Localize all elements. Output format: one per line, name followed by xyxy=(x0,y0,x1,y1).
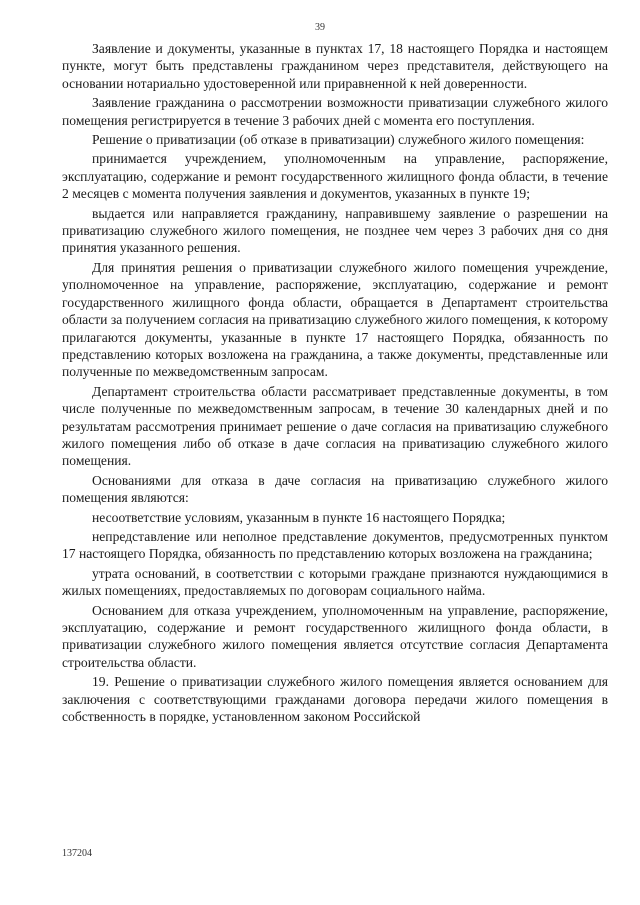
paragraph-13: 19. Решение о приватизации служебного жилого помещения является основанием для заключения с соответствующими гражданами договора передачи жилого помещения в собственность в порядке, установленном законом Российской xyxy=(62,674,608,725)
paragraph-1: Заявление и документы, указанные в пунктах 17, 18 настоящего Порядка и настоящем пункте, могут быть представлены гражданином через представителя, действующего на основании нотариально удостоверенной или приравненной к ней доверенности. xyxy=(62,41,608,91)
paragraph-11: утрата оснований, в соответствии с которыми граждане признаются нуждающимися в жилых помещениях, предоставляемых по договорам социального найма. xyxy=(62,565,608,599)
page-number: 39 xyxy=(315,22,325,33)
paragraph-12: Основанием для отказа учреждением, уполномоченным на управление, распоряжение, эксплуатацию, содержание и ремонт государственного жилищного фонда области, в приватизации служебного жилого помещения является отсутствие согласия Департамента строительства области. xyxy=(62,602,608,670)
document-body xyxy=(62,40,608,727)
paragraph-9: несоответствие условиям, указанным в пункте 16 настоящего Порядка; xyxy=(92,509,506,525)
paragraph-5: выдается или направляется гражданину, направившему заявление о разрешении на приватизацию служебного жилого помещения, не позднее чем через 3 рабочих дня со дня принятия указанного решения. xyxy=(62,205,608,256)
footer-code: 137204 xyxy=(62,848,92,859)
paragraph-2: Заявление гражданина о рассмотрении возможности приватизации служебного жилого помещения регистрируется в течение 3 рабочих дней с момента его поступления. xyxy=(62,95,608,128)
paragraph-6: Для принятия решения о приватизации служебного жилого помещения учреждение, уполномоченное на управление, распоряжение, эксплуатацию, содержание и ремонт государственного жилищного фонда области, обращается в Департамент строительства области за получением согласия на приватизацию служебного жилого помещения, к которому прилагаются документы, указанные в пункте 17 настоящего Порядка, обязанность по представлению которых возложена на гражданина, а также документы, представленные или полученные по межведомственным запросам. xyxy=(62,259,608,380)
paragraph-4: принимается учреждением, уполномоченным на управление, распоряжение, эксплуатацию, содержание и ремонт государственного жилищного фонда области, в течение 2 месяцев с момента получения заявления и документов, указанных в пункте 19; xyxy=(62,151,608,202)
paragraph-8: Основаниями для отказа в даче согласия на приватизацию служебного жилого помещения являются: xyxy=(62,472,608,506)
paragraph-10: непредставление или неполное представление документов, предусмотренных пунктом 17 настоящего Порядка, обязанность по представлению которых возложена на гражданина; xyxy=(62,528,608,562)
paragraph-3: Решение о приватизации (об отказе в приватизации) служебного жилого помещения: xyxy=(92,132,585,148)
paragraph-7: Департамент строительства области рассматривает представленные документы, в том числе полученные по межведомственным запросам, в течение 30 календарных дней и по результатам рассмотрения принимает решение о даче согласия на приватизацию служебного жилого помещения либо об отказе в даче согласия на приватизацию служебного жилого помещения. xyxy=(62,383,608,469)
